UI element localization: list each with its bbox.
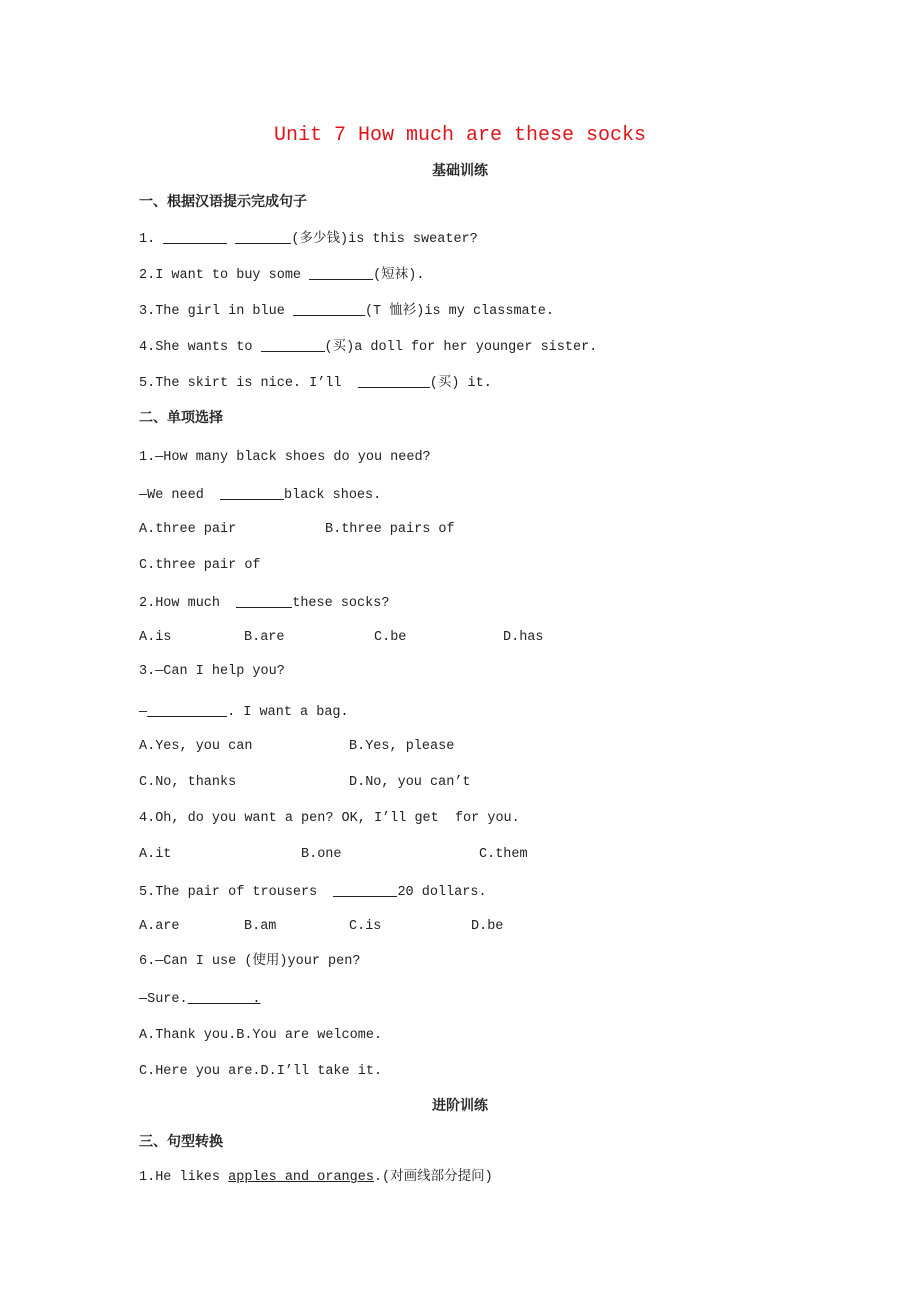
q5-option-a[interactable]: A.are xyxy=(139,919,180,934)
item-text: 3.The girl in blue xyxy=(139,304,293,319)
q4-option-a[interactable]: A.it xyxy=(139,847,172,862)
answer-blank[interactable] xyxy=(333,882,397,897)
q2-option-a[interactable]: A.is xyxy=(139,630,172,645)
item-text: —We need xyxy=(139,488,221,503)
q5-option-d[interactable]: D.be xyxy=(471,919,504,934)
q3-option-b[interactable]: B.Yes, please xyxy=(349,739,455,754)
q5-option-c[interactable]: C.is xyxy=(349,919,382,934)
item-text: black shoes. xyxy=(284,488,382,503)
item-text: these socks? xyxy=(292,596,390,611)
answer-blank[interactable] xyxy=(235,229,291,244)
subtitle-basic-training: 基础训练 xyxy=(432,163,488,179)
page-title: Unit 7 How much are these socks xyxy=(273,124,647,147)
item-text: 2.How much xyxy=(139,596,237,611)
item-text: (T 恤衫)is my classmate. xyxy=(364,304,554,319)
item-text: . I want a bag. xyxy=(227,705,349,720)
q1-option-c[interactable]: C.three pair of xyxy=(139,558,261,573)
s1-item-2 xyxy=(139,265,424,285)
item-text: (买)a doll for her younger sister. xyxy=(324,340,598,355)
q5-option-b[interactable]: B.am xyxy=(244,919,277,934)
s1-item-1 xyxy=(139,229,478,249)
item-text: .(对画线部分提问) xyxy=(373,1170,493,1185)
answer-blank[interactable] xyxy=(188,992,261,1007)
answer-blank[interactable] xyxy=(220,485,284,500)
section2-heading: 二、单项选择 xyxy=(139,410,223,426)
item-text: 1.He likes xyxy=(139,1170,229,1185)
item-text: (买) it. xyxy=(429,376,492,391)
s1-item-3 xyxy=(139,301,554,321)
item-text: 20 dollars. xyxy=(397,885,487,900)
answer-blank[interactable] xyxy=(358,373,430,388)
answer-blank[interactable] xyxy=(236,593,292,608)
item-text: — xyxy=(139,705,148,720)
q6-options-ab[interactable]: A.Thank you.B.You are welcome. xyxy=(139,1028,383,1043)
q4-question: 4.Oh, do you want a pen? OK, I’ll get for you. xyxy=(139,811,520,826)
item-text: 2.I want to buy some xyxy=(139,268,310,283)
q2-question xyxy=(139,593,389,613)
answer-blank[interactable] xyxy=(163,229,227,244)
q4-option-c[interactable]: C.them xyxy=(479,847,528,862)
q2-option-d[interactable]: D.has xyxy=(503,630,544,645)
subtitle-advanced-training: 进阶训练 xyxy=(432,1098,488,1114)
q6-options-cd[interactable]: C.Here you are.D.I’ll take it. xyxy=(139,1064,383,1079)
item-number: 1. xyxy=(139,232,156,247)
q1-answer-line xyxy=(139,485,381,505)
q4-option-b[interactable]: B.one xyxy=(301,847,342,862)
answer-blank[interactable] xyxy=(261,337,325,352)
item-text: 5.The pair of trousers xyxy=(139,885,334,900)
section1-heading: 一、根据汉语提示完成句子 xyxy=(139,194,307,210)
q2-option-b[interactable]: B.are xyxy=(244,630,285,645)
q3-answer-line xyxy=(139,702,349,722)
period: . xyxy=(252,992,261,1007)
q6-question: 6.—Can I use (使用)your pen? xyxy=(139,954,361,969)
item-text: (短袜). xyxy=(373,268,425,283)
q6-answer-line xyxy=(139,991,261,1009)
q1-option-a[interactable]: A.three pair xyxy=(139,522,237,537)
answer-blank[interactable] xyxy=(147,702,227,717)
s1-item-4 xyxy=(139,337,597,357)
q2-option-c[interactable]: C.be xyxy=(374,630,407,645)
answer-blank[interactable] xyxy=(293,301,365,316)
q5-question xyxy=(139,882,487,902)
item-text: 5.The skirt is nice. I’ll xyxy=(139,376,358,391)
item-text: (多少钱)is this sweater? xyxy=(291,232,478,247)
q1-option-b[interactable]: B.three pairs of xyxy=(325,522,455,537)
q1-question: 1.—How many black shoes do you need? xyxy=(139,450,431,465)
s3-item-1 xyxy=(139,1169,493,1187)
item-text: —Sure. xyxy=(139,992,188,1007)
q3-option-c[interactable]: C.No, thanks xyxy=(139,775,237,790)
underlined-text: apples and oranges xyxy=(228,1170,374,1185)
q3-question: 3.—Can I help you? xyxy=(139,664,285,679)
item-text: 4.She wants to xyxy=(139,340,261,355)
s1-item-5 xyxy=(139,373,492,393)
section3-heading: 三、句型转换 xyxy=(139,1134,223,1150)
q3-option-d[interactable]: D.No, you can’t xyxy=(349,775,471,790)
q3-option-a[interactable]: A.Yes, you can xyxy=(139,739,253,754)
answer-blank[interactable] xyxy=(309,265,373,280)
